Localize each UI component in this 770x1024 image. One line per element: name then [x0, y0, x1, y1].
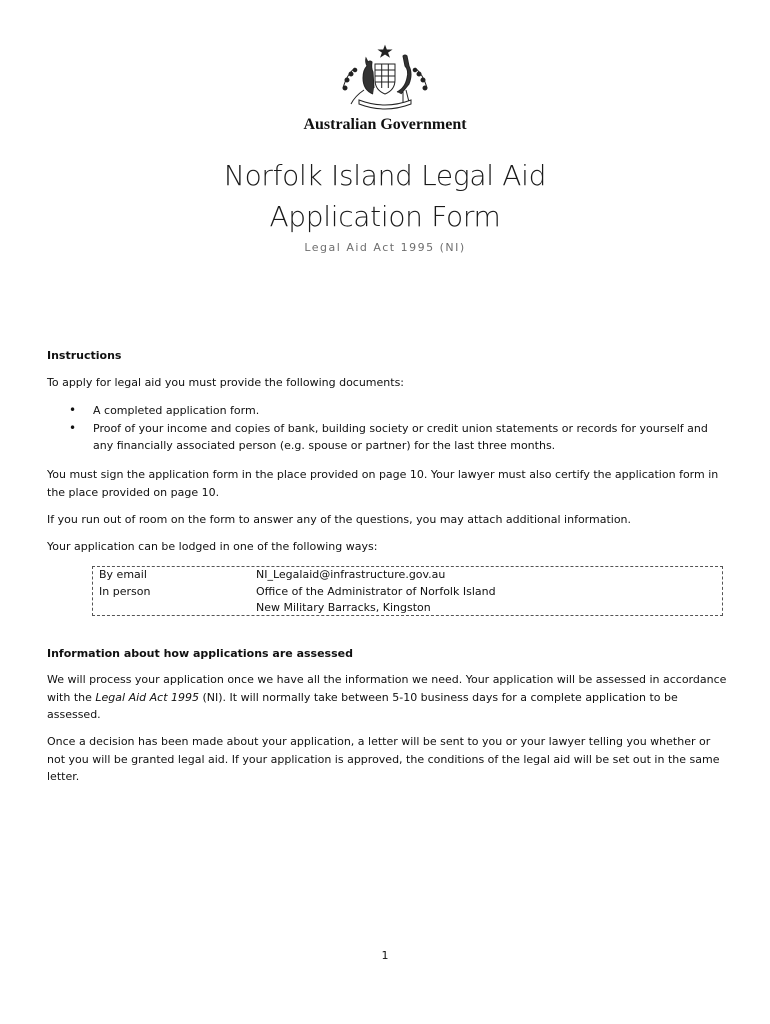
instructions-heading: Instructions: [47, 349, 122, 362]
lodge-row-in-person: [93, 584, 722, 601]
page-number: 1: [381, 949, 389, 962]
lodge-row-address: [93, 600, 722, 617]
email-address: NI_Legalaid@infrastructure.gov.au: [256, 568, 446, 581]
document-subtitle: Legal Aid Act 1995 (NI): [304, 241, 466, 254]
list-item: • A completed application form.: [47, 402, 727, 420]
instructions-intro: To apply for legal aid you must provide the following documents:: [47, 376, 405, 389]
documents-list: [47, 402, 727, 455]
lodgement-methods-box: [92, 566, 723, 616]
assessment-paragraph-1: We will process your application once we have all the information we need. Your application will be assessed in accordance with the Legal Aid Act 1995 (NI). It will normally take between 5-10 business days for a complete application to be assessed.: [47, 673, 727, 721]
document-title-line1: Norfolk Island Legal Aid: [223, 159, 547, 192]
coat-of-arms-icon: [333, 44, 437, 112]
lodge-intro: Your application can be lodged in one of the following ways:: [47, 540, 378, 553]
lodge-label: In person: [99, 584, 151, 598]
assessment-paragraph-2: Once a decision has been made about your application, a letter will be sent to you or your lawyer telling you whether or not you will be granted legal aid. If your application is approved, the conditions of the legal aid will be set out in the same letter.: [47, 735, 720, 783]
additional-info-instruction: If you run out of room on the form to answer any of the questions, you may attach additional information.: [47, 513, 632, 526]
act-name: Legal Aid Act 1995: [95, 690, 199, 704]
office-name: Office of the Administrator of Norfolk Island: [256, 584, 496, 598]
document-title-line2: Application Form: [269, 200, 501, 233]
signature-instruction: You must sign the application form in the place provided on page 10. Your lawyer must also certify the application form in the place provided on page 10.: [47, 468, 719, 499]
office-address: New Military Barracks, Kingston: [256, 601, 431, 614]
lodge-row-email: [93, 567, 722, 584]
lodge-label: By email: [99, 568, 147, 581]
list-item: • Proof of your income and copies of bank, building society or credit union statements or records for yourself and any financially associated person (e.g. spouse or partner) for the last three months.: [47, 420, 727, 455]
government-wordmark: Australian Government: [303, 116, 467, 133]
assessment-heading: Information about how applications are assessed: [47, 647, 353, 660]
